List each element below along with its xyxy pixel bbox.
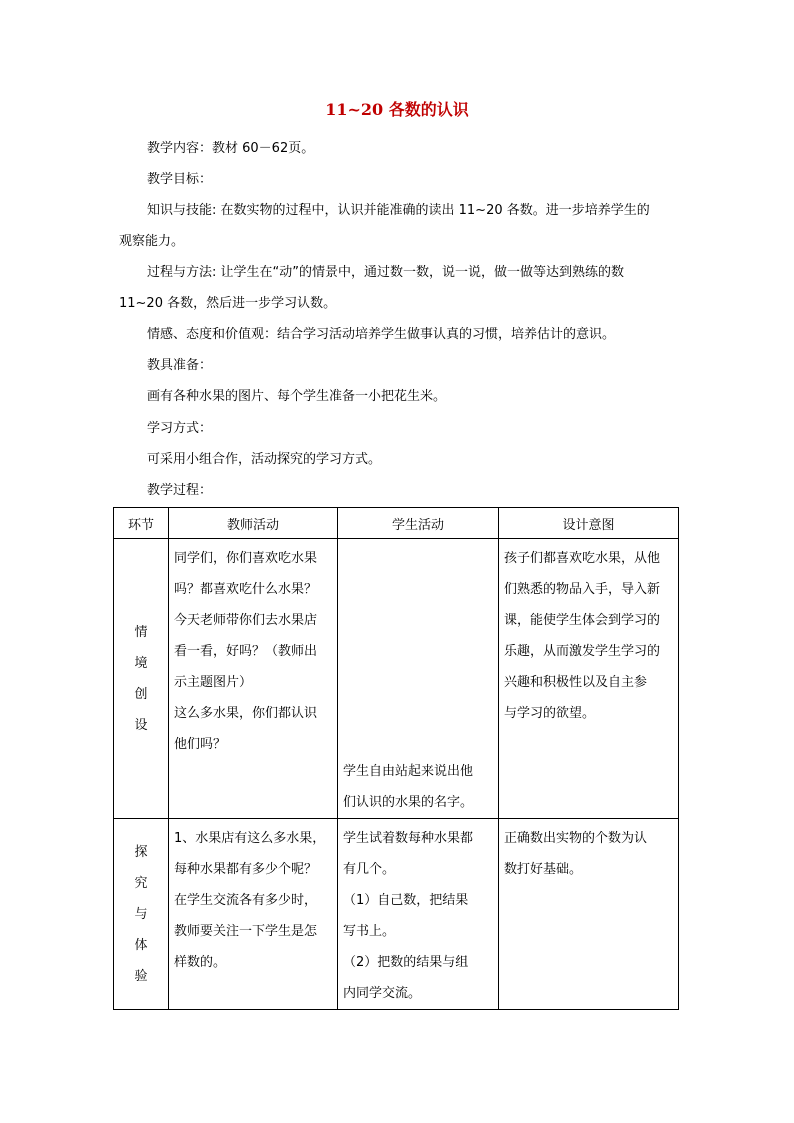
table-header-row [114,508,679,539]
method-text: 可采用小组合作，活动探究的学习方式。 [147,452,382,467]
student-activity-cell: 学生自由站起来说出他 们认识的水果的名字。 [338,539,499,819]
method-label: 学习方式： [147,421,213,436]
teaching-content: 教学内容：教材 60－62页。 [147,141,315,156]
design-intent-cell: 正确数出实物的个数为认 数打好基础。 [499,819,679,1010]
goal-knowledge: 知识与技能: 在数实物的过程中，认识并能准确的读出 11~20 各数。进一步培养学生的 观察能力。 [119,203,650,249]
teaching-goals-label: 教学目标： [147,172,213,187]
design-intent-cell: 孩子们都喜欢吃水果，从他 们熟悉的物品入手，导入新 课，能使学生体会到学习的 乐趣，从而激发学生学习的 兴趣和积极性以及自主参 与学习的欲望。 [499,539,679,819]
header-intent: 设计意图 [499,508,679,539]
stage-cell: 探 究 与 体 验 [114,819,169,1010]
tools-text: 画有各种水果的图片、每个学生准备一小把花生米。 [147,389,447,404]
goal-process: 过程与方法: 让学生在“动”的情景中，通过数一数，说一说，做一做等达到熟练的数 11~20 各数，然后进一步学习认数。 [119,265,624,311]
stage-cell: 情 境 创 设 [114,539,169,819]
tools-label: 教具准备： [147,358,213,373]
teacher-activity-cell: 同学们，你们喜欢吃水果 吗？都喜欢吃什么水果？ 今天老师带你们去水果店 看一看，好吗？（教师出 示主题图片） 这么多水果，你们都认识 他们吗？ [169,539,338,819]
header-teacher: 教师活动 [169,508,338,539]
table-row [114,819,679,1010]
header-student: 学生活动 [338,508,499,539]
lesson-plan-table [113,507,679,1010]
goal-attitude: 情感、态度和价值观：结合学习活动培养学生做事认真的习惯，培养估计的意识。 [147,327,616,342]
teacher-activity-cell: 1、水果店有这么多水果， 每种水果都有多少个呢？ 在学生交流各有多少时， 教师要关注一下学生是怎 样数的。 [169,819,338,1010]
table-row [114,539,679,819]
header-stage: 环节 [114,508,169,539]
document-title: 11~20 各数的认识 [325,100,469,119]
process-label: 教学过程： [147,483,213,498]
student-activity-cell: 学生试着数每种水果都 有几个。 （1）自己数，把结果 写书上。 （2）把数的结果与组 内同学交流。 [338,819,499,1010]
